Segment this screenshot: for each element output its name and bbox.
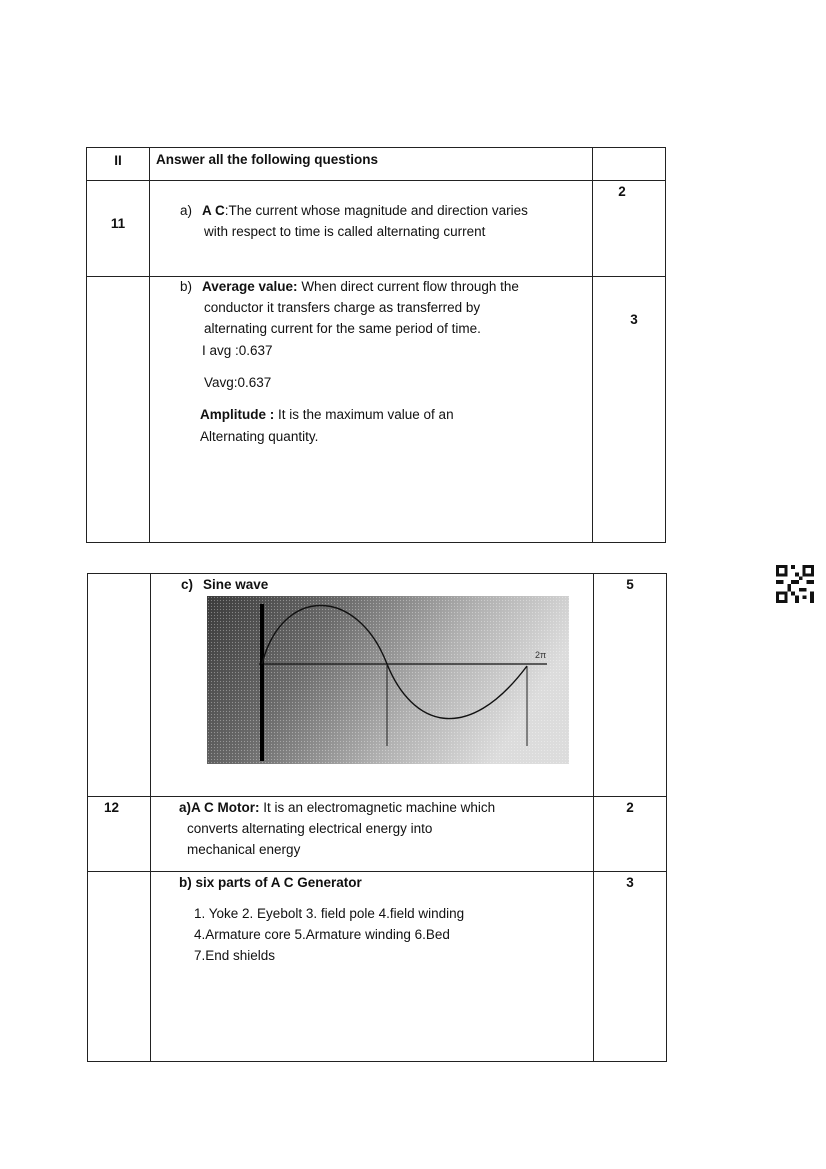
q12a-text1: It is an electromagnetic machine which xyxy=(259,800,496,815)
q12-number: 12 xyxy=(103,800,120,815)
q12a-line1 xyxy=(179,800,495,815)
q12a-text2: converts alternating electrical energy into xyxy=(187,821,433,836)
q12a-marks: 2 xyxy=(626,800,634,815)
q12b-items-line2: 4.Armature core 5.Armature winding 6.Bed xyxy=(194,927,450,942)
q11b-text2: conductor it transfers charge as transferred by xyxy=(204,300,481,315)
q11b-label: b) xyxy=(180,279,193,294)
q11b-marks: 3 xyxy=(630,312,638,327)
q11b-amplitude-text1: It is the maximum value of an xyxy=(274,407,454,422)
section-marks-cell xyxy=(593,148,666,181)
q12b-cell xyxy=(151,872,594,1062)
q11b-marks-cell xyxy=(593,277,666,543)
q12a-term: a)A C Motor: xyxy=(179,800,260,815)
two-pi-label: 2π xyxy=(535,650,547,660)
q11-number: 11 xyxy=(110,216,126,231)
q11b-amplitude-line1 xyxy=(200,407,454,422)
q11a-sep: : xyxy=(224,203,229,218)
q11b-cell xyxy=(150,277,593,543)
q11a-marks-cell xyxy=(593,181,666,277)
q11a-line1 xyxy=(180,203,528,218)
q11c-title-line xyxy=(181,577,268,592)
section-header: Answer all the following questions xyxy=(156,152,379,167)
section-number-cell xyxy=(87,148,150,181)
q11-number-cell xyxy=(87,181,150,277)
q11b-line1 xyxy=(180,279,519,294)
q11a-text2: with respect to time is called alternating current xyxy=(204,224,486,239)
q11c-marks: 5 xyxy=(626,577,634,592)
q12b-title: b) six parts of A C Generator xyxy=(179,875,362,890)
q12b-marks: 3 xyxy=(626,875,634,890)
q12b-number-cell xyxy=(88,872,151,1062)
q11b-term: Average value: xyxy=(202,279,298,294)
q11b-text1: When direct current flow through the xyxy=(297,279,519,294)
q11c-marks-cell xyxy=(594,574,667,797)
q11a-label: a) xyxy=(180,203,193,218)
q11b-text3: alternating current for the same period of time. xyxy=(204,321,481,336)
q11a-text1: The current whose magnitude and direction varies xyxy=(228,203,528,218)
q12a-marks-cell xyxy=(594,797,667,872)
q12a-cell xyxy=(151,797,594,872)
q11a-marks: 2 xyxy=(618,184,626,199)
q11b-number-cell xyxy=(87,277,150,543)
q12b-items-line3: 7.End shields xyxy=(194,948,276,963)
section-header-cell xyxy=(150,148,593,181)
q11c-number-cell xyxy=(88,574,151,797)
sine-wave-figure xyxy=(207,596,569,764)
q11b-vavg: Vavg:0.637 xyxy=(204,375,272,390)
q12b-marks-cell xyxy=(594,872,667,1062)
answer-table-2 xyxy=(87,573,667,1062)
q11a-cell xyxy=(150,181,593,277)
q11c-title: Sine wave xyxy=(203,577,269,592)
answer-table-1 xyxy=(86,147,666,543)
q11b-amplitude-term: Amplitude : xyxy=(200,407,275,422)
qr-code-icon xyxy=(775,565,815,603)
section-number: II xyxy=(114,153,122,168)
q11b-amplitude-text2: Alternating quantity. xyxy=(200,429,319,444)
q11c-label: c) xyxy=(181,577,194,592)
q12a-text3: mechanical energy xyxy=(187,842,301,857)
q11c-cell xyxy=(151,574,594,797)
q11a-term: A C xyxy=(202,203,225,218)
q11b-iavg: I avg :0.637 xyxy=(202,343,273,358)
q12-number-cell xyxy=(88,797,151,872)
q12b-items-line1: 1. Yoke 2. Eyebolt 3. field pole 4.field winding xyxy=(194,906,465,921)
